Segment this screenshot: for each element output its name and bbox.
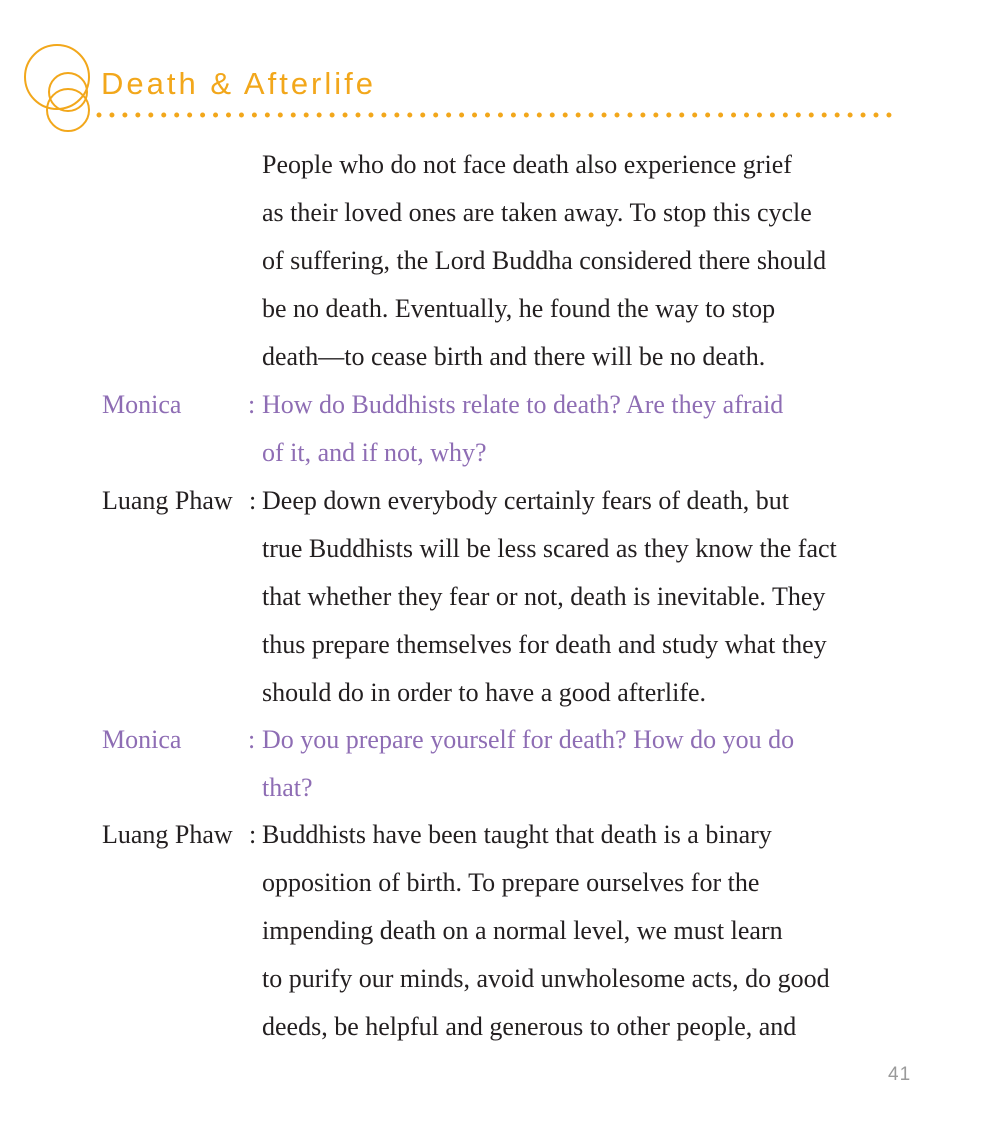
answer-line: deeds, be helpful and generous to other people, and xyxy=(262,1012,797,1041)
chapter-title: Death & Afterlife xyxy=(101,66,377,101)
intro-line: of suffering, the Lord Buddha considered there should xyxy=(262,246,827,275)
speaker-name: Luang Phaw xyxy=(102,820,233,849)
answer-line: that whether they fear or not, death is inevitable. They xyxy=(262,582,826,611)
question-line: of it, and if not, why? xyxy=(262,438,487,467)
intro-line: as their loved ones are taken away. To stop this cycle xyxy=(262,198,812,227)
answer-line: thus prepare themselves for death and study what they xyxy=(262,630,827,659)
speaker-separator: : xyxy=(248,725,256,754)
intro-line: be no death. Eventually, he found the way to stop xyxy=(262,294,776,323)
question-line: How do Buddhists relate to death? Are they afraid xyxy=(262,390,784,419)
answer-line: impending death on a normal level, we must learn xyxy=(262,916,783,945)
intro-line: death—to cease birth and there will be no death. xyxy=(262,342,766,371)
answer-line: opposition of birth. To prepare ourselves for the xyxy=(262,868,760,897)
speaker-name: Luang Phaw xyxy=(102,486,233,515)
answer-line: Deep down everybody certainly fears of death, but xyxy=(262,486,790,515)
speaker-name: Monica xyxy=(102,725,182,754)
question-line: that? xyxy=(262,773,313,802)
answer-line: Buddhists have been taught that death is a binary xyxy=(262,820,772,849)
dotted-divider xyxy=(96,108,906,122)
speaker-name: Monica xyxy=(102,390,182,419)
page-number: 41 xyxy=(888,1064,912,1085)
speaker-separator: : xyxy=(249,820,257,849)
answer-line: true Buddhists will be less scared as they know the fact xyxy=(262,534,837,563)
question-line: Do you prepare yourself for death? How do you do xyxy=(262,725,795,754)
rings-logo-icon xyxy=(10,40,100,135)
speaker-separator: : xyxy=(248,390,256,419)
intro-line: People who do not face death also experience grief xyxy=(262,150,792,179)
answer-line: to purify our minds, avoid unwholesome acts, do good xyxy=(262,964,830,993)
answer-line: should do in order to have a good afterlife. xyxy=(262,678,707,707)
speaker-separator: : xyxy=(249,486,257,515)
